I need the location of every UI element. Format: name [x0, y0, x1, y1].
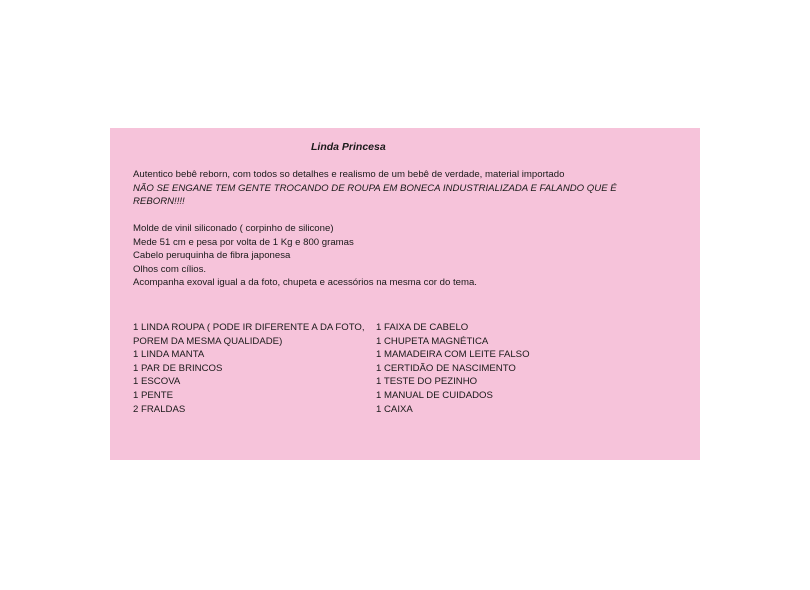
list-item: 1 ESCOVA — [133, 376, 181, 388]
list-item: 1 CAIXA — [376, 403, 413, 415]
list-item: 1 MAMADEIRA COM LEITE FALSO — [376, 349, 530, 361]
list-item: 1 FAIXA DE CABELO — [376, 322, 469, 333]
intro-section — [133, 168, 693, 209]
spec-line: Molde de vinil siliconado ( corpinho de silicone) — [133, 223, 334, 234]
spec-line: Acompanha exoval igual a da foto, chupeta e acessórios na mesma cor do tema. — [133, 277, 477, 289]
product-description-card — [110, 128, 700, 460]
list-item: POREM DA MESMA QUALIDADE) — [133, 335, 283, 347]
specs-section — [133, 222, 693, 290]
items-list-left — [133, 321, 373, 416]
warning-line-1: NÃO SE ENGANE TEM GENTE TROCANDO DE ROUPA EM BONECA INDUSTRIALIZADA E FALANDO QUE É — [133, 182, 617, 194]
spec-line: Mede 51 cm e pesa por volta de 1 Kg e 800 gramas — [133, 236, 354, 248]
spec-line: Cabelo peruquinha de fibra japonesa — [133, 250, 291, 262]
list-item: 1 PENTE — [133, 389, 173, 401]
warning-line-2: REBORN!!!! — [133, 196, 185, 208]
list-item: 1 LINDA ROUPA ( PODE IR DIFERENTE A DA FOTO, — [133, 322, 365, 333]
spec-line: Olhos com cílios. — [133, 263, 207, 275]
list-item: 1 CHUPETA MAGNÉTICA — [376, 335, 489, 347]
list-item: 1 MANUAL DE CUIDADOS — [376, 389, 493, 401]
product-title: Linda Princesa — [311, 141, 386, 153]
items-list-right — [376, 321, 676, 416]
list-item: 1 CERTIDÃO DE NASCIMENTO — [376, 362, 516, 374]
list-item: 1 PAR DE BRINCOS — [133, 362, 223, 374]
list-item: 1 LINDA MANTA — [133, 349, 205, 361]
intro-description: Autentico bebê reborn, com todos so detalhes e realismo de um bebê de verdade, material importado — [133, 169, 565, 180]
list-item: 2 FRALDAS — [133, 403, 186, 415]
list-item: 1 TESTE DO PEZINHO — [376, 376, 478, 388]
